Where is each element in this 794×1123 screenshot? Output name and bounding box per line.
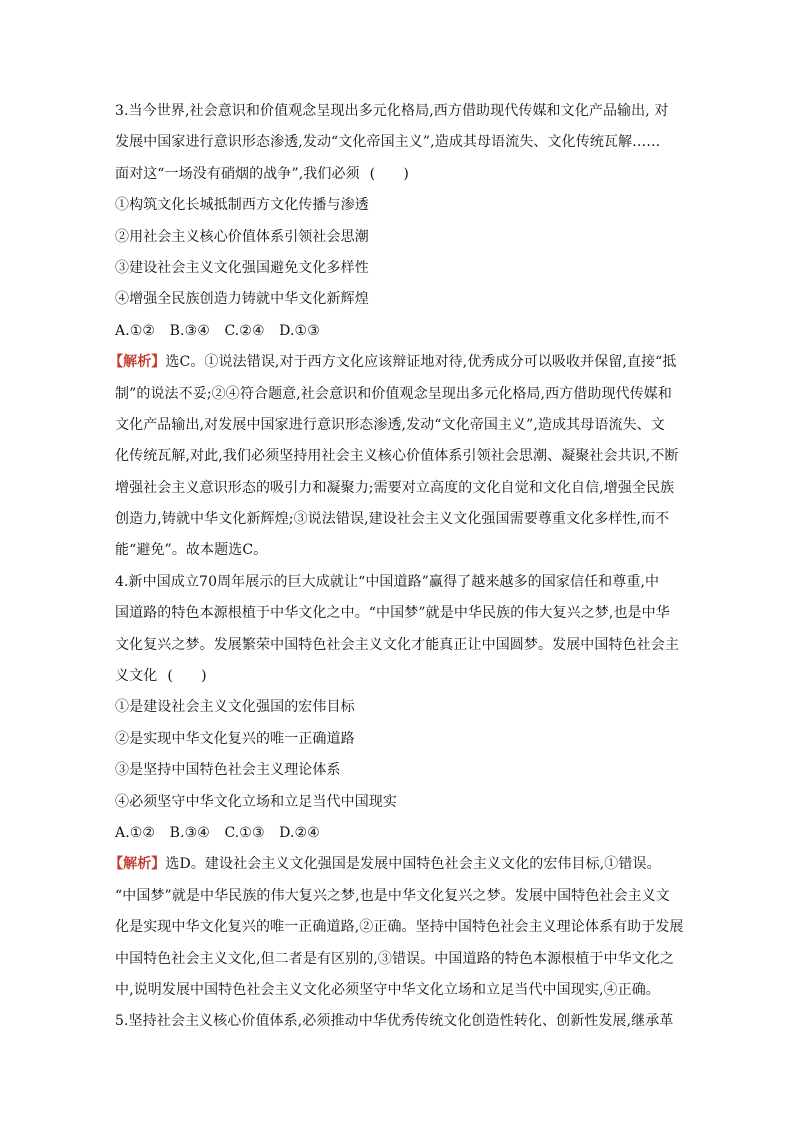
- q4-stem-line-1: 4.新中国成立70周年展示的巨大成就让“中国道路”赢得了越来越多的国家信任和尊重,中: [115, 573, 660, 590]
- document-page: [109, 96, 685, 1038]
- q5-stem-line-1: 5.坚持社会主义核心价值体系,必须推动中华优秀传统文化创造性转化、创新性发展,继承革: [115, 1013, 674, 1030]
- q4-item-4: ④必须坚守中华文化立场和立足当代中国现实: [115, 793, 397, 810]
- q4-option-b: B.③④: [169, 824, 210, 841]
- q4-analysis-line-2: “中国梦”就是中华民族的伟大复兴之梦,也是中华文化复兴之梦。发展中国特色社会主义文: [115, 887, 670, 904]
- q4-option-a: A.①②: [115, 824, 156, 841]
- q3-analysis-line-1: [109, 347, 685, 378]
- q4-stem-text: 义文化: [115, 668, 158, 685]
- q3-stem-text: 面对这“一场没有硝烟的战争”,我们必须: [115, 165, 360, 182]
- question-3: [109, 96, 685, 567]
- q3-option-d: D.①③: [279, 322, 320, 339]
- q3-analysis-line-7: 能“避免”。故本题选C。: [115, 542, 268, 559]
- q3-item-3: ③建设社会主义文化强国避免文化多样性: [115, 259, 369, 276]
- q4-item-3: ③是坚持中国特色社会主义理论体系: [115, 762, 341, 779]
- q3-analysis-line-3: 文化产品输出,对发展中国家进行意识形态渗透,发动“文化帝国主义”,造成其母语流失、文: [115, 416, 665, 433]
- q3-item-2: ②用社会主义核心价值体系引领社会思潮: [115, 228, 369, 245]
- q4-option-c: C.①③: [224, 824, 265, 841]
- question-5: [115, 1006, 685, 1037]
- q4-analysis-line-3: 化是实现中华文化复兴的唯一正确道路,②正确。坚持中国特色社会主义理论体系有助于发展: [115, 919, 684, 936]
- q3-analysis-line-5: 增强社会主义意识形态的吸引力和凝聚力;需要对立高度的文化自觉和文化自信,增强全民族: [115, 479, 675, 496]
- q3-item-1: ①构筑文化长城抵制西方文化传播与渗透: [115, 197, 369, 214]
- q3-option-a: A.①②: [115, 322, 156, 339]
- q4-option-d: D.②④: [279, 824, 320, 841]
- q4-analysis-line-1: [109, 849, 685, 880]
- q4-stem-line-4: [115, 661, 685, 692]
- q3-item-4: ④增强全民族创造力铸就中华文化新辉煌: [115, 291, 369, 308]
- q4-analysis-line-4: 中国特色社会主义文化,但二者是有区别的,③错误。中国道路的特色本源根植于中华文化之: [115, 950, 674, 967]
- q3-stem-line-1: 3.当今世界,社会意识和价值观念呈现出多元化格局,西方借助现代传媒和文化产品输出, 对: [115, 103, 669, 119]
- q3-analysis-tag: 【解析】: [109, 354, 166, 371]
- q4-stem-line-2: 国道路的特色本源根植于中华文化之中。“中国梦”就是中华民族的伟大复兴之梦,也是中华: [115, 605, 670, 622]
- q4-analysis-tag: 【解析】: [109, 856, 166, 873]
- q3-stem-line-3: [115, 159, 685, 190]
- q4-options: [115, 818, 685, 849]
- q3-analysis-line-2: 制”的说法不妥;②④符合题意,社会意识和价值观念呈现出多元化格局,西方借助现代传媒和: [115, 385, 672, 402]
- question-4: [109, 567, 685, 1006]
- q4-analysis-text-1: 选D。建设社会主义文化强国是发展中国特色社会主义文化的宏伟目标,①错误。: [165, 856, 661, 873]
- q3-option-b: B.③④: [169, 322, 210, 339]
- q3-stem-line-2: 发展中国家进行意识形态渗透,发动“文化帝国主义”,造成其母语流失、文化传统瓦解……: [115, 134, 661, 151]
- q3-analysis-line-6: 创造力,铸就中华文化新辉煌;③说法错误,建设社会主义文化强国需要尊重文化多样性,而不: [115, 511, 670, 528]
- q4-item-1: ①是建设社会主义文化强国的宏伟目标: [115, 699, 355, 716]
- q3-analysis-line-4: 化传统瓦解,对此,我们必须坚持用社会主义核心价值体系引领社会思潮、凝聚社会共识,不断: [115, 448, 679, 465]
- q3-analysis-text-1: 选C。①说法错误,对于西方文化应该辩证地对待,优秀成分可以吸收并保留,直接“抵: [165, 354, 677, 371]
- q4-item-2: ②是实现中华文化复兴的唯一正确道路: [115, 730, 355, 747]
- q3-options: [115, 316, 685, 347]
- q4-stem-line-3: 文化复兴之梦。发展繁荣中国特色社会主义文化才能真正让中国圆梦。发展中国特色社会主: [115, 636, 679, 653]
- q4-analysis-line-5: 中,说明发展中国特色社会主义文化必须坚守中华文化立场和立足当代中国现实,④正确。: [115, 981, 660, 998]
- q3-option-c: C.②④: [224, 322, 265, 339]
- q3-answer-bracket: ( ): [369, 165, 409, 182]
- q4-answer-bracket: ( ): [167, 668, 207, 685]
